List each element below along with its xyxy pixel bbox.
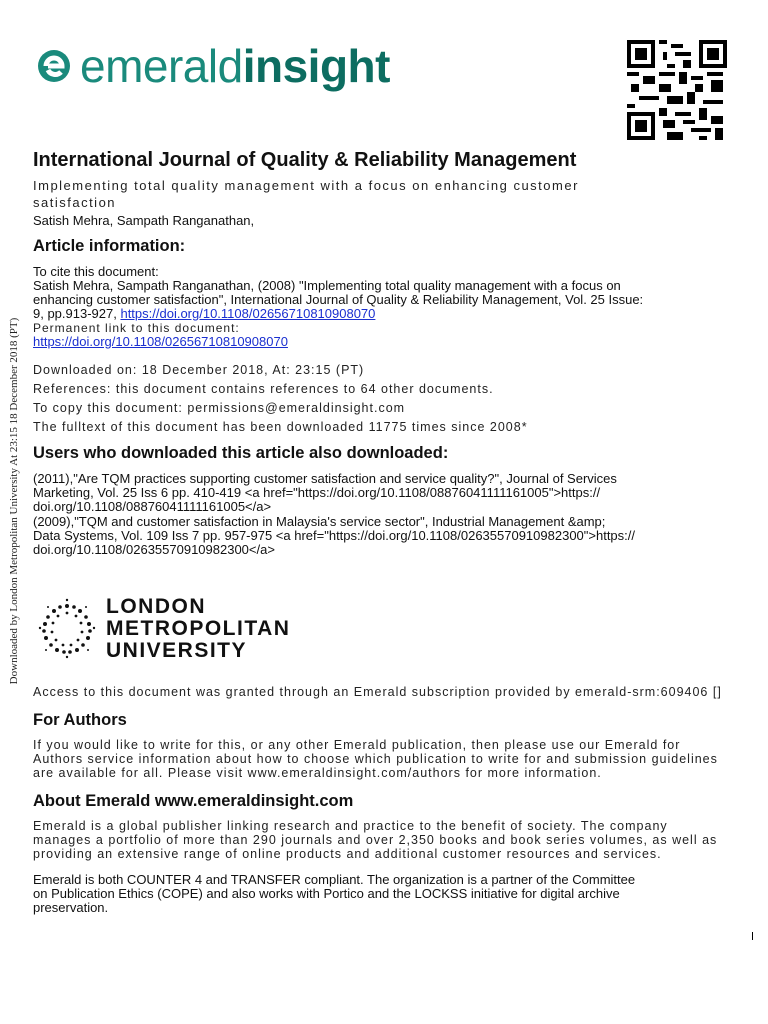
university-name: LONDON METROPOLITAN UNIVERSITY bbox=[106, 595, 291, 662]
about-paragraph-2: Emerald is both COUNTER 4 and TRANSFER compliant. The organization is a partner of the Committee on Publication Ethics (COPE) and also works with Portico and the LOCKSS initiative for digital archive preservation. bbox=[33, 872, 636, 915]
university-dots-icon bbox=[36, 598, 98, 660]
permanent-link[interactable]: https://doi.org/10.1108/02656710810908070 bbox=[33, 334, 288, 349]
for-authors-heading: For Authors bbox=[33, 711, 127, 729]
access-statement: Access to this document was granted through an Emerald subscription provided by emerald-srm:609406 [] bbox=[33, 685, 722, 699]
related-article-1[interactable]: (2011),"Are TQM practices supporting customer satisfaction and service quality?", Journal of Services Marketing, Vol. 25 Iss 6 pp. 410-419 <a href="https://doi.org/10.1108/08876041111161005">https:// doi.org/10.1108/08876041111161005</a> bbox=[33, 471, 617, 514]
download-watermark: Downloaded by London Metropolitan University At 23:15 18 December 2018 (PT) bbox=[8, 317, 20, 685]
logo-text-emerald: emerald bbox=[80, 40, 243, 92]
qr-code-icon bbox=[627, 40, 727, 140]
emerald-insight-logo[interactable] bbox=[34, 38, 390, 94]
about-paragraph-1: Emerald is a global publisher linking research and practice to the benefit of society. The company manages a portfolio of more than 290 journals and over 2,350 books and book series volumes, as well as providing an extensive range of online products and additional customer resources and services. bbox=[33, 819, 718, 861]
journal-title: International Journal of Quality & Reliability Management bbox=[33, 149, 577, 171]
article-info-heading: Article information: bbox=[33, 237, 186, 255]
authors: Satish Mehra, Sampath Ranganathan, bbox=[33, 213, 255, 228]
about-emerald-heading: About Emerald www.emeraldinsight.com bbox=[33, 792, 354, 810]
article-title: Implementing total quality management with a focus on enhancing customer satisfaction bbox=[33, 178, 579, 210]
page-edge-mark bbox=[752, 932, 753, 940]
related-article-2[interactable]: (2009),"TQM and customer satisfaction in Malaysia's service sector", Industrial Management &amp; Data Systems, Vol. 109 Iss 7 pp. 957-975 <a href="https://doi.org/10.1108/02635570910982300">https:// doi.org/10.1108/02635570910982300</a> bbox=[33, 514, 635, 557]
for-authors-text: If you would like to write for this, or any other Emerald publication, then please use our Emerald for Authors service information about how to choose which publication to write for and submission guidelines are available for all. Please visit www.emeraldinsight.com/authors for more information. bbox=[33, 738, 718, 780]
users-downloaded-heading: Users who downloaded this article also downloaded: bbox=[33, 444, 449, 462]
citation-block: To cite this document: Satish Mehra, Sampath Ranganathan, (2008) "Implementing total quality management with a focus on enhancing customer satisfaction", International Journal of Quality & Reliability Management, Vol. 25 Issue: 9, pp.913-927, https://doi.org/10.1108/02656710810908070 Permanent link to this document: https://doi.org/10.1108/02656710810908070 bbox=[33, 264, 644, 349]
doi-link[interactable]: https://doi.org/10.1108/02656710810908070 bbox=[120, 306, 376, 321]
london-metropolitan-university-logo bbox=[36, 596, 290, 662]
emerald-logo-icon bbox=[34, 46, 74, 86]
logo-text-insight: insight bbox=[242, 40, 390, 92]
download-info: Downloaded on: 18 December 2018, At: 23:15 (PT) References: this document contains references to 64 other documents. To copy this document: permissions@emeraldinsight.com The fulltext of this document has been downloaded 11775 times since 2008* bbox=[33, 363, 528, 434]
